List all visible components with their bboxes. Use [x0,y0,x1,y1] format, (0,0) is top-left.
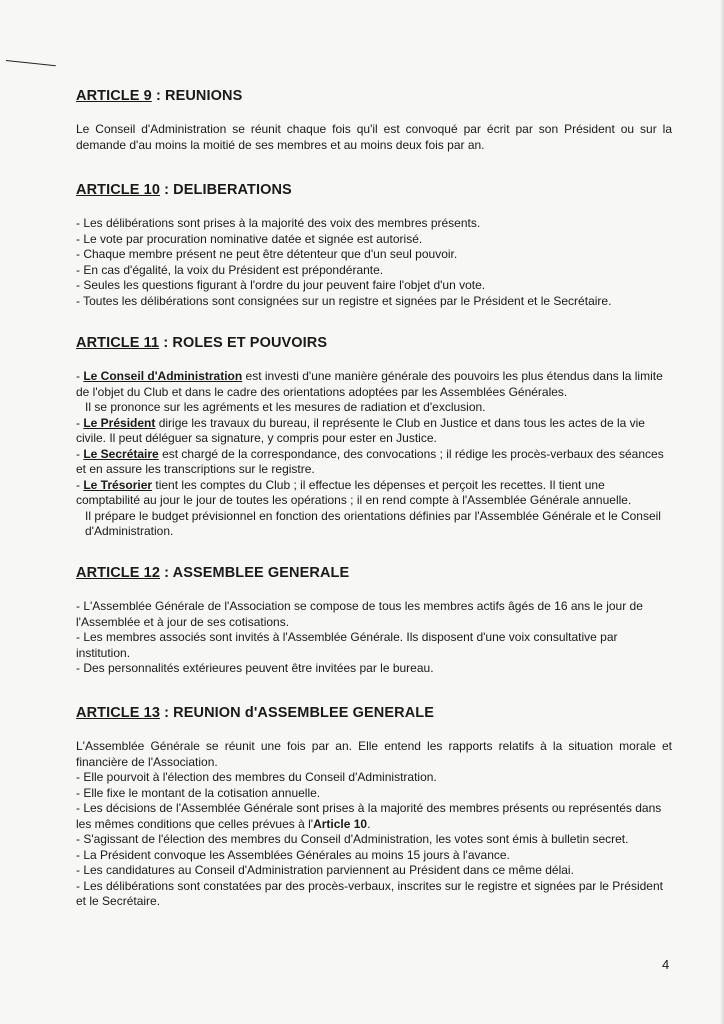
article-9-title: : REUNIONS [151,88,243,104]
article-9-text: Le Conseil d'Administration se réunit chaque fois qu'il est convoqué par écrit par son Président ou sur la demande d'au moins la moitié de ses membres et au moins deux fois par an. [76,122,672,152]
role-dash: - [76,415,84,430]
page-number: 4 [662,957,670,972]
article-13-list [76,770,672,910]
list-item: - Seules les questions figurant à l'ordre du jour peuvent faire l'objet d'un vote. [76,278,486,292]
article-13-number: ARTICLE 13 [76,705,160,721]
role-tresorier [76,478,672,540]
list-item: - Les délibérations sont constatées par des procès-verbaux, inscrites sur le registre et signées par le Président et le Secrétaire. [76,878,663,908]
article-9-heading [76,88,672,104]
article-9-section [76,88,672,153]
list-item: - En cas d'égalité, la voix du Président est prépondérante. [76,262,384,277]
list-item: - S'agissant de l'élection des membres du Conseil d'Administration, les votes sont émis à bulletin secret. [76,832,629,846]
article-11-title: : ROLES ET POUVOIRS [159,335,328,351]
role-extra: Il prépare le budget prévisionnel en fonction des orientations définies par l'Assemblée Générale et le Conseil d'Administration. [85,508,661,538]
list-item-text: - Les décisions de l'Assemblée Générale sont prises à la majorité des membres présents ou représentés dans les mêmes conditions que celles prévues à l' [76,801,662,831]
list-item: - Toutes les délibérations sont consignées sur un registre et signées par le Président et le Secrétaire. [76,293,612,308]
list-item: - Chaque membre présent ne peut être détenteur que d'un seul pouvoir. [76,247,458,261]
role-name: Le Conseil d'Administration [83,369,243,383]
article-13-intro: L'Assemblée Générale se réunit une fois par an. Elle entend les rapports relatifs à la situation morale et financière de l'Association. [76,739,672,769]
list-item: - Les membres associés sont invités à l'Assemblée Générale. Ils disposent d'une voix consultative par institution. [76,630,618,660]
list-item: - Elle fixe le montant de la cotisation annuelle. [76,785,321,800]
article-10-heading [76,182,672,198]
list-item-end: . [367,816,371,831]
article-12-number: ARTICLE 12 [76,565,160,581]
article-11-heading [76,335,672,351]
list-item: - Elle pourvoit à l'élection des membres du Conseil d'Administration. [76,770,437,784]
article-12-section [76,565,672,677]
role-conseil [76,369,672,416]
pen-mark [6,60,56,66]
role-name: Le Secrétaire [83,446,159,461]
article-reference: Article 10 [313,816,368,831]
role-text: est investi d'une manière générale des pouvoirs les plus étendus dans la limite de l'objet du Club et dans le cadre des orientations adoptées par les Assemblées Générales. [76,369,663,399]
article-12-list [76,599,672,677]
article-10-section [76,182,672,309]
list-item: - Le vote par procuration nominative datée et signée est autorisé. [76,231,423,246]
role-dash: - [76,477,84,492]
role-president [76,416,672,447]
page-edge-shadow [720,0,724,1024]
role-secretaire [76,447,672,478]
role-name: Le Trésorier [83,477,153,492]
list-item: - L'Assemblée Générale de l'Association se compose de tous les membres actifs âgés de 16 ans le jour de l'Assemblée et à jour de ses cotisations. [76,599,643,629]
list-item: - Les candidatures au Conseil d'Administration parviennent au Président dans ce même délai. [76,863,574,877]
list-item: - La Président convoque les Assemblées Générales au moins 15 jours à l'avance. [76,847,510,862]
article-12-heading [76,565,672,581]
article-13-heading [76,705,672,721]
list-item: - Les délibérations sont prises à la majorité des voix des membres présents. [76,216,481,230]
list-item [76,801,672,832]
role-dash: - [76,369,84,383]
article-11-number: ARTICLE 11 [76,335,160,351]
role-text: est chargé de la correspondance, des convocations ; il rédige les procès-verbaux des séances et en assure les transcriptions sur le registre. [76,446,664,476]
article-11-section [76,335,672,540]
article-11-roles [76,369,672,540]
article-13-section [76,705,672,910]
article-13-title: : REUNION d'ASSEMBLEE GENERALE [160,705,435,721]
role-text: tient les comptes du Club ; il effectue les dépenses et perçoit les recettes. Il tient une comptabilité au jour le jour de toutes les opérations ; il en rend compte à l'Assemblée Générale annuelle. [76,477,632,507]
article-12-title: : ASSEMBLEE GENERALE [160,565,350,581]
role-dash: - [76,446,84,461]
article-10-number: ARTICLE 10 [76,182,160,198]
list-item: - Des personnalités extérieures peuvent être invitées par le bureau. [76,661,434,675]
role-text: dirige les travaux du bureau, il représente le Club en Justice et dans tous les actes de la vie civile. Il peut déléguer sa signature, y compris pour ester en Justice. [76,415,645,445]
article-9-number: ARTICLE 9 [76,88,152,104]
role-name: Le Président [83,415,156,430]
article-10-title: : DELIBERATIONS [160,182,292,198]
article-10-list [76,216,672,309]
role-extra: Il se prononce sur les agréments et les mesures de radiation et d'exclusion. [85,400,486,414]
